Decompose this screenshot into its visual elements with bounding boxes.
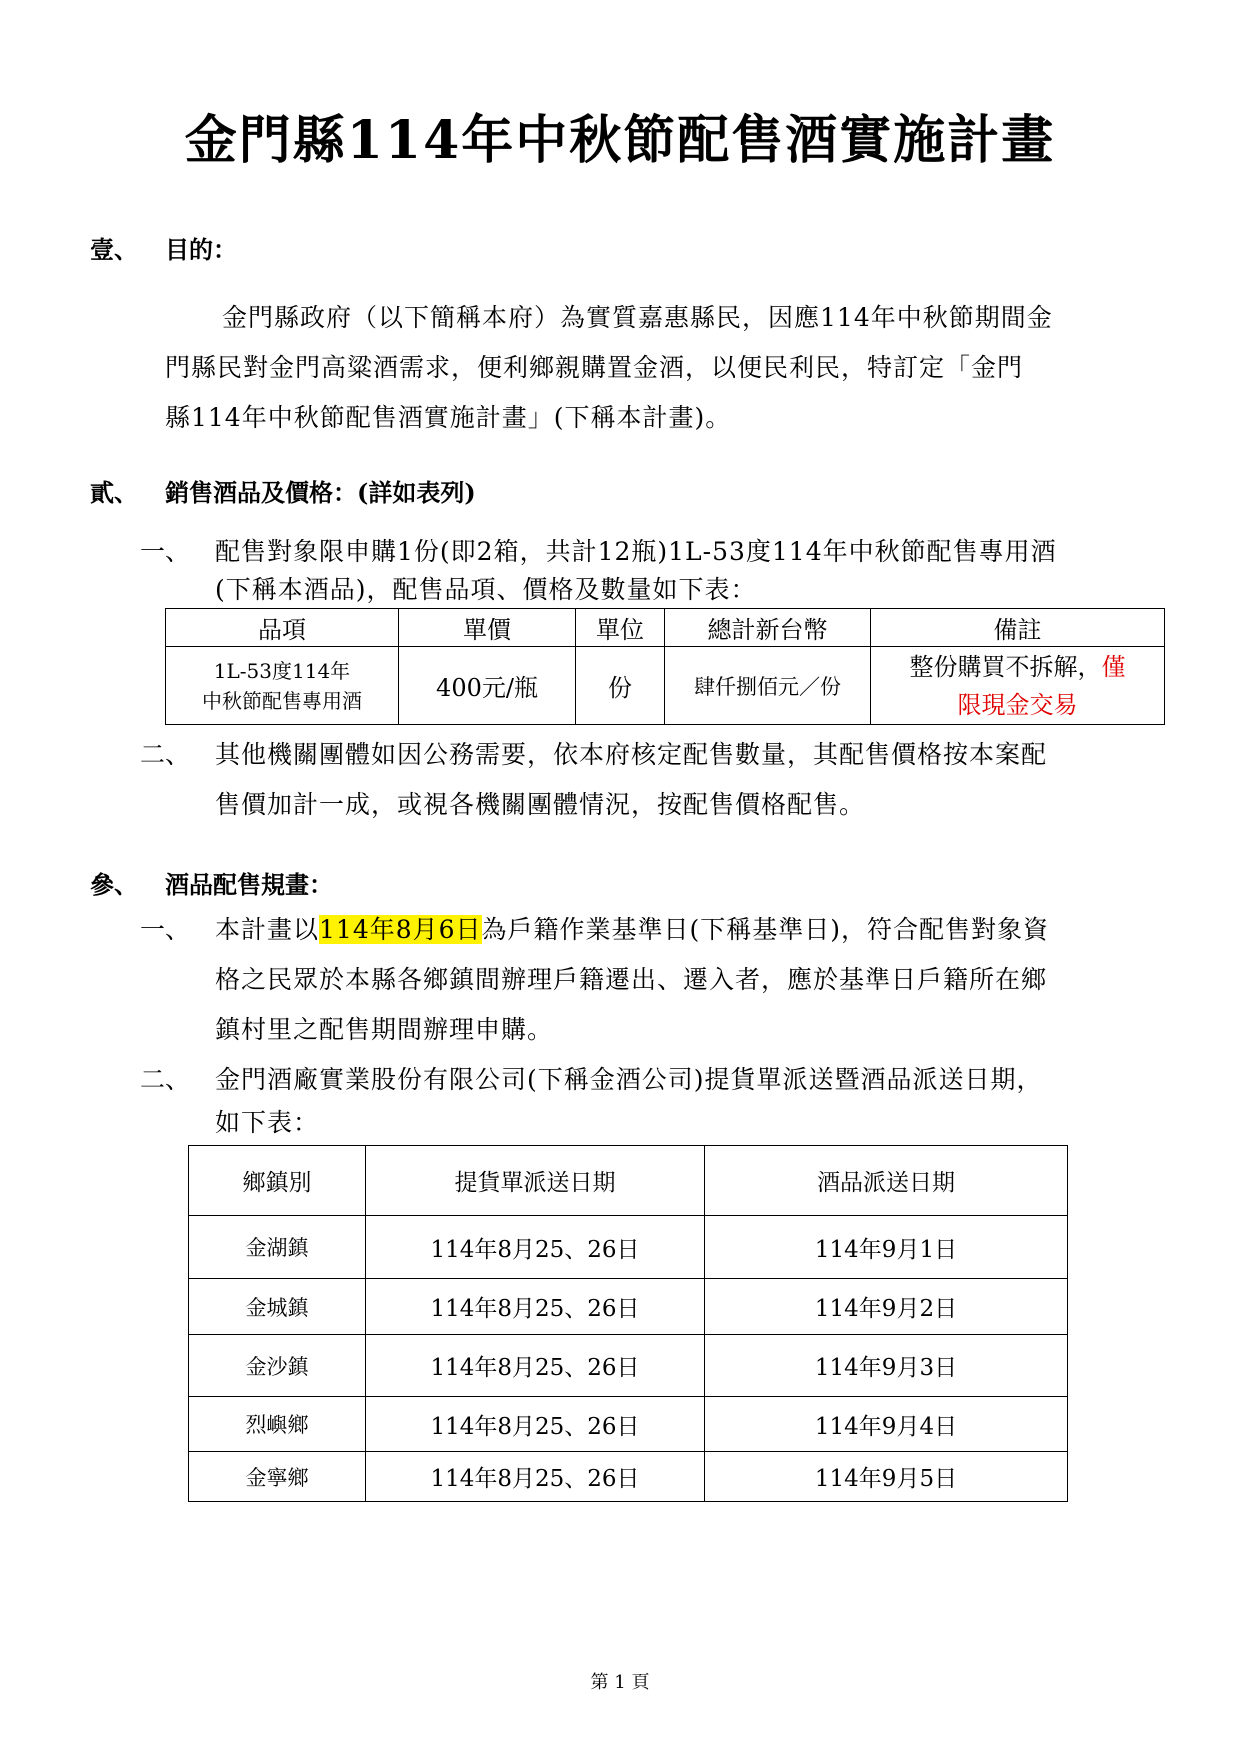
note-text: 整份購買不拆解， <box>909 652 1102 681</box>
delivery-date: 114年9月3日 <box>705 1335 1068 1397</box>
cell-item <box>166 647 399 725</box>
section-3-item-1-line-3: 鎮村里之配售期間辦理申購。 <box>215 1015 554 1044</box>
section-3-item-1-line-2: 格之民眾於本縣各鄉鎮間辦理戶籍遷出、遷入者，應於基準日戶籍所在鄉 <box>215 965 1048 994</box>
table-row <box>189 1279 1068 1335</box>
delivery-table <box>188 1145 1068 1502</box>
delivery-date: 114年9月4日 <box>705 1397 1068 1452</box>
delivery-date: 114年9月1日 <box>705 1216 1068 1279</box>
voucher-date: 114年8月25、26日 <box>366 1279 705 1335</box>
cell-item-line-1: 1L-53度114年 <box>213 658 351 683</box>
note-red-text-2: 限現金交易 <box>957 690 1078 719</box>
header-price: 單價 <box>399 609 576 647</box>
cell-total: 肆仟捌佰元／份 <box>665 647 871 725</box>
table-row <box>189 1216 1068 1279</box>
cell-item-line-2: 中秋節配售專用酒 <box>202 688 362 713</box>
voucher-date: 114年8月25、26日 <box>366 1397 705 1452</box>
delivery-date: 114年9月2日 <box>705 1279 1068 1335</box>
township: 金沙鎮 <box>189 1335 366 1397</box>
table-row <box>189 1397 1068 1452</box>
section-1-line-1: 金門縣政府（以下簡稱本府）為實質嘉惠縣民，因應114年中秋節期間金 <box>222 303 1053 332</box>
cell-price: 400元/瓶 <box>399 647 576 725</box>
page-number: 第 1 頁 <box>590 1672 650 1693</box>
section-3-item-1-post: 為戶籍作業基準日(下稱基準日)，符合配售對象資 <box>481 915 1050 944</box>
table-row <box>189 1452 1068 1502</box>
header-voucher-date: 提貨單派送日期 <box>366 1146 705 1216</box>
voucher-date: 114年8月25、26日 <box>366 1452 705 1502</box>
section-3-item-1-line-1 <box>215 905 1049 955</box>
voucher-date: 114年8月25、26日 <box>366 1216 705 1279</box>
voucher-date: 114年8月25、26日 <box>366 1335 705 1397</box>
township: 金湖鎮 <box>189 1216 366 1279</box>
header-unit: 單位 <box>576 609 665 647</box>
section-3-item-2-line-2: 如下表： <box>215 1108 320 1137</box>
delivery-date: 114年9月5日 <box>705 1452 1068 1502</box>
section-2-item-2-line-2: 售價加計一成，或視各機關團體情況，按配售價格配售。 <box>215 790 866 819</box>
section-1-line-3: 縣114年中秋節配售酒實施計畫」(下稱本計畫)。 <box>165 403 732 432</box>
price-table <box>165 608 1165 725</box>
table-row <box>189 1335 1068 1397</box>
header-delivery-date: 酒品派送日期 <box>705 1146 1068 1216</box>
price-table-header <box>166 609 1165 647</box>
township: 烈嶼鄉 <box>189 1397 366 1452</box>
section-3-item-1-pre: 本計畫以 <box>215 915 320 944</box>
section-3-title: 酒品配售規畫： <box>165 870 333 899</box>
section-2-item-2-line-1: 其他機關團體如因公務需要，依本府核定配售數量，其配售價格按本案配 <box>215 740 1048 769</box>
section-2-title: 銷售酒品及價格：(詳如表列) <box>165 478 476 507</box>
delivery-table-header <box>189 1146 1068 1216</box>
section-2-item-1-line-1: 配售對象限申購1份(即2箱，共計12瓶)1L-53度114年中秋節配售專用酒 <box>215 537 1057 566</box>
section-3-number: 參、 <box>90 870 138 899</box>
price-table-row <box>166 647 1165 725</box>
section-3-item-2-line-1: 金門酒廠實業股份有限公司(下稱金酒公司)提貨單派送暨酒品派送日期， <box>215 1065 1043 1094</box>
note-red-text-1: 僅 <box>1101 652 1126 681</box>
section-3-item-1-number: 一、 <box>140 915 191 944</box>
cell-unit: 份 <box>576 647 665 725</box>
section-2-number: 貳、 <box>90 478 138 507</box>
header-note: 備註 <box>871 609 1165 647</box>
header-item: 品項 <box>166 609 399 647</box>
township: 金城鎮 <box>189 1279 366 1335</box>
header-total: 總計新台幣 <box>665 609 871 647</box>
section-2-item-2-number: 二、 <box>140 740 191 769</box>
township: 金寧鄉 <box>189 1452 366 1502</box>
section-2-item-1-line-2: (下稱本酒品)，配售品項、價格及數量如下表： <box>215 575 757 604</box>
base-date-highlight: 114年8月6日 <box>319 915 482 944</box>
section-1-number: 壹、 <box>90 235 138 264</box>
section-1-line-2: 門縣民對金門高粱酒需求，便利鄉親購置金酒，以便民利民，特訂定「金門 <box>165 353 1024 382</box>
cell-note <box>871 647 1165 725</box>
page-title: 金門縣114年中秋節配售酒實施計畫 <box>184 110 1056 171</box>
section-1-title: 目的： <box>165 235 237 264</box>
section-2-item-1-number: 一、 <box>140 537 191 566</box>
section-3-item-2-number: 二、 <box>140 1065 191 1094</box>
header-township: 鄉鎮別 <box>189 1146 366 1216</box>
